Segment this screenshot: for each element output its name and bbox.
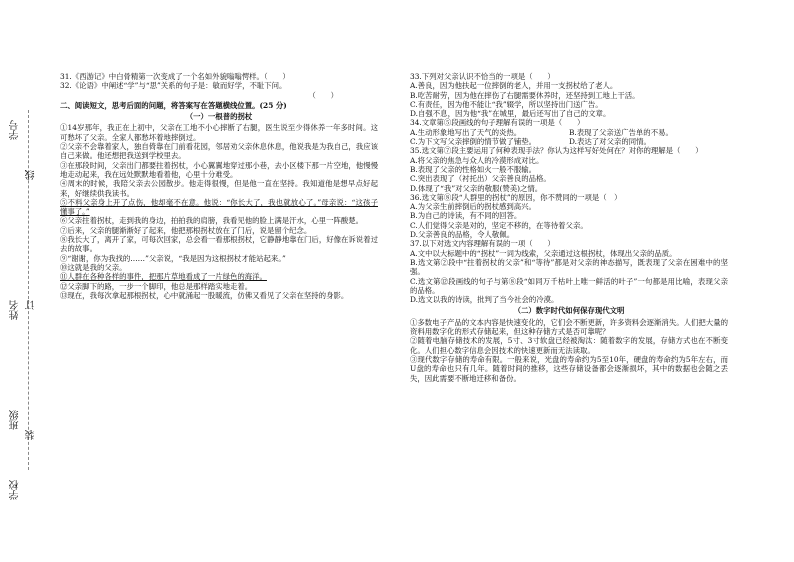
passage-1-paragraph: ④周末的时候，我陪父亲去公园散步。他走得很慢，但是他一直在坚持。我知道他是想早点好起来，好继续供我读书。 xyxy=(60,179,378,198)
passage-1-paragraph: ③在那段时间，父亲出门都要拄着拐杖，小心翼翼地穿过那小巷，去小区楼下那一片空地，他慢慢地走动起来，我在远处默默地看着他，心里十分难受。 xyxy=(60,160,378,179)
section-2-heading: 二、阅读短文，思考后面的问题，将答案写在答题横线位置。(25 分) xyxy=(60,100,287,110)
cut-word-line: 线 xyxy=(26,170,37,180)
passage-1-paragraph: ⑨“谢谢，你为我找的……”父亲说，“我是因为这根拐杖才能站起来。” xyxy=(60,253,286,263)
option: B.表现了父亲的性格如火一般不服输。 xyxy=(410,164,537,174)
option: A.文中以大标题中的“拐杖”一词为线索，父亲通过这根拐杖，体现出父亲的品质。 xyxy=(410,248,677,258)
passage-1-paragraph: ⑬现在，我每次拿起那根拐杖，心中就涌起一股暖流，仿佛又看见了父亲在坚持的身影。 xyxy=(60,290,349,300)
question-34: 34.文章第⑤段画线的句子理解有误的一项是（ ） xyxy=(410,118,585,128)
class-label: 班级 xyxy=(10,410,21,430)
option: C.人们觉得父亲是对的，坚定不移的，在等待着父亲。 xyxy=(410,220,588,230)
passage-2-paragraph: ②随着电脑存储技术的发展，5寸、3寸软盘已经被淘汰：随着数字的发展，存储方式也在不断变化。人们担心数字信息会因技术的快速更新而无法读取。 xyxy=(410,336,728,355)
passage-1-paragraph: ⑫父亲脚下的路，一步一个脚印，他总是那样踏实地走着。 xyxy=(60,281,253,291)
option: D.自强不息，因为他“我”在城里，最后还写出了自己的文章。 xyxy=(410,109,611,119)
passage-1-paragraph: ⑩这就是我的父亲。 xyxy=(60,262,127,272)
option: C.有责任，因为他不能让“我”辍学，所以坚持出门送广告。 xyxy=(410,99,603,109)
option: B.吃苦耐劳，因为他在摔伤了右腿需要休养时，还坚持到工地上干活。 xyxy=(410,90,640,100)
option: B.表现了父亲送广告单的不易。 xyxy=(569,127,673,137)
option: D.表达了对父亲的同情。 xyxy=(569,137,651,147)
passage-2-paragraph: ①多数电子产品的文本内容是快速变化的，它们会不断更新，许多资料会逐渐消失。人们把大量的资料用数字化的形式存储起来，但这种存储方式是否可靠呢？ xyxy=(410,317,728,337)
option: C.突出表现了（衬托出）父亲善良的品格。 xyxy=(410,174,551,184)
passage-1-paragraph: ⑧我长大了，离开了家，可每次回家，总会看一看那根拐杖，它静静地靠在门后，好像在诉说着过去的故事。 xyxy=(60,235,378,254)
cut-line xyxy=(28,110,29,470)
question-32-blank: （ ） xyxy=(308,90,338,100)
option: D.体现了“我”对父亲的敬服(赞美)之情。 xyxy=(410,183,543,193)
option: B.为自己的诗读，有不同的回答。 xyxy=(410,211,522,221)
passage-1-paragraph: ⑪人群在各种各样的事件，把那片草地看成了一片绿色的海洋。 xyxy=(60,272,267,282)
cut-word-bind: 装 xyxy=(26,430,37,440)
passage-1-paragraph: ⑤不料父亲身上开了点伤，他却毫不在意。他说：“你长大了，我也就放心了。”母亲说：“这孩子懂事了。” xyxy=(60,197,378,217)
passage-2-title: （二）数字时代如何保存现代文明 xyxy=(513,306,625,316)
option: B.选文第②段中“拄着拐杖的父亲”和“等待”都是对父亲的神态描写，既表现了父亲在困难中的坚强。 xyxy=(410,257,728,277)
cut-word-order: 订 xyxy=(26,300,37,310)
passage-1-paragraph: ②父亲不会靠着家人，独自倚靠在门前看花园，邻居劝父亲休息休息，他说我是为我自己，我应该自己来做。他还想把我送到学校里去。 xyxy=(60,142,378,161)
school-label: 学校 xyxy=(10,480,21,500)
passage-1-paragraph: ⑦后来，父亲的腿渐渐好了起来，他把那根拐杖放在了门后，说是留个纪念。 xyxy=(60,225,312,235)
option: A.生动形象地写出了天气的炎热。 xyxy=(410,127,522,137)
question-36: 36.选文第⑧段“人群里的拐杖”的原因，你不赞同的一项是（ ） xyxy=(410,192,622,202)
passage-1-paragraph: ⑥父亲拄着拐杖，走到我的身边，拍拍我的肩膀，我看见他的脸上满是汗水，心里一阵酸楚。 xyxy=(60,216,364,226)
right-column xyxy=(410,72,728,383)
option: A.善良，因为他扶起一位摔倒的老人，并用一支拐杖给了老人。 xyxy=(410,81,618,91)
question-34-options xyxy=(410,128,728,147)
question-31: 31.《西游记》中白骨精第一次变成了一个名如外貌嗡嗡愕样。（ ） xyxy=(60,72,290,81)
binding-margin xyxy=(0,0,44,562)
question-33: 33.下列对父亲认识不恰当的一项是（ ） xyxy=(410,72,555,81)
option: D.父亲善良的品格，令人敬佩。 xyxy=(410,230,515,240)
option: C.为下文写父亲摔倒的情节做了铺垫。 xyxy=(410,137,536,147)
passage-2-paragraph: ③现代数字存储的寿命有限。一般来说，光盘的寿命约为5至10年，硬盘的寿命约为5年左右，而U盘的寿命也只有几年。随着时间的推移，这些存储设备都会逐渐损坏，其中的数据也会随之丢失，因此需要不断地迁移和备份。 xyxy=(410,354,728,383)
left-column xyxy=(60,72,378,300)
option: A.为父亲生前摔倒后的拐杖感到高兴。 xyxy=(410,202,536,212)
passage-1-paragraph: ①14岁那年，我正在上初中，父亲在工地不小心摔断了右腿，医生说至少得休养一年多时间。这可愁坏了父亲。全家人都愁坏着地摔倒过。 xyxy=(60,123,378,142)
option: C.选文第⑫段画线的句子与第⑧段“如同万千枯叶上唯一鲜活的叶子”一句都是用比喻，表现父亲的品格。 xyxy=(410,276,728,295)
question-37: 37.以下对选文内容理解有误的一项（ ） xyxy=(410,239,555,249)
option: A.将父亲的焦急与众人的冷漠形成对比。 xyxy=(410,155,544,165)
passage-1-title: （一）一根普的拐杖 xyxy=(185,112,253,122)
student-id-label: 学号 xyxy=(10,120,21,140)
name-label: 姓名 xyxy=(10,300,21,320)
option: D.选文以我的诗读，批判了当今社会的冷漠。 xyxy=(410,295,559,305)
question-35: 35.选文第⑦段主要运用了何种表现手法？你认为这样写好处何在？对你的理解是（ ） xyxy=(410,146,703,156)
question-32: 32.《论语》中阐述“学”与“思”关系的句子是：敏而好学，不耻下问。 xyxy=(60,81,287,91)
